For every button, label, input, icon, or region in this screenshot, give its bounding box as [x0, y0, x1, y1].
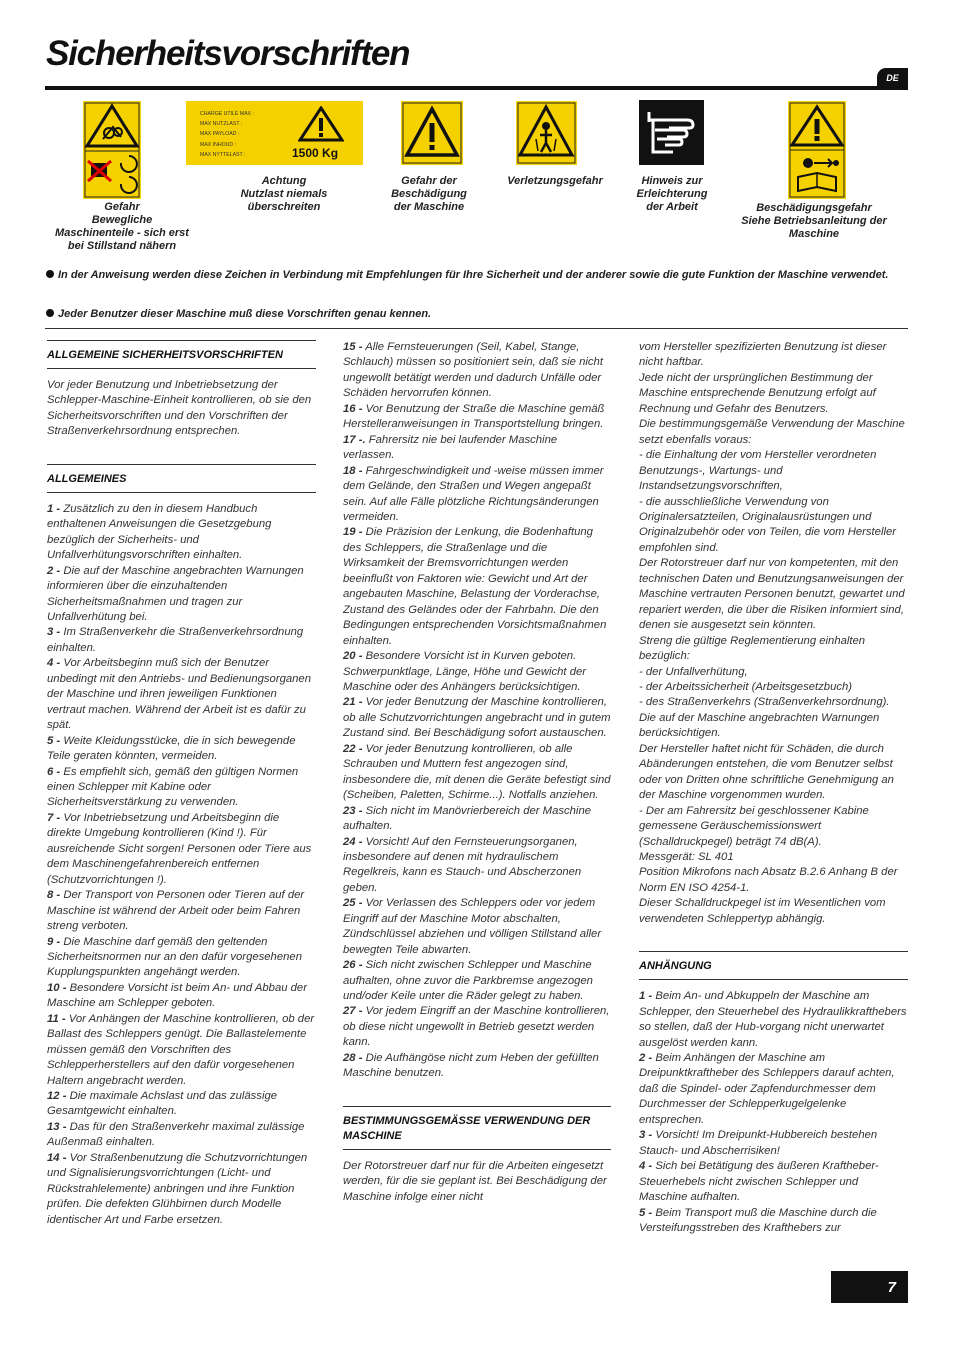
- list-item: [639, 1128, 908, 1159]
- item-text: Es empfiehlt sich, gemäß den gültigen Normen einen Schlepper mit Kabine oder Sicherheitsverstärkung zu verwenden.: [47, 765, 299, 809]
- page-title: Sicherheitsvorschriften: [46, 34, 410, 73]
- list-item: [639, 1051, 908, 1128]
- intro-bullet-2: Jeder Benutzer dieser Maschine muß diese Vorschriften genau kennen.: [46, 308, 896, 321]
- item-text: Besondere Vorsicht ist in Kurven geboten. Schwerpunktlage, Länge, Höhe und Gewicht der Maschine oder des Anhängers berücksichtigen.: [343, 650, 587, 693]
- list-item: [47, 564, 316, 626]
- item-number: 19 -: [343, 526, 363, 539]
- injury-warning-sign: [516, 101, 577, 165]
- item-number: 8 -: [47, 889, 61, 902]
- section-title-general: ALLGEMEINES: [47, 464, 316, 493]
- item-text: Vor Inbetriebsetzung und Arbeitsbeginn die direkte Umgebung kontrollieren (Kind !). Für ausreichende Sicht sorgen! Personen oder Tiere aus dem Maschinengefahrenbereich entfernen (Schutzvorrichtungen !).: [47, 811, 312, 886]
- item-number: 12 -: [47, 1090, 67, 1103]
- item-number: 18 -: [343, 464, 363, 477]
- column-3: [639, 340, 908, 1236]
- item-number: 11 -: [47, 1012, 66, 1025]
- item-text: Fahrersitz nie bei laufender Maschine verlassen.: [343, 433, 558, 462]
- item-text: Vor Verlassen des Schleppers oder vor jedem Eingriff auf der Maschine Motor abschalten, Zündschlüssel abziehen und völligen Stillstand aller bewegten Teile abwarten.: [343, 897, 602, 956]
- section-title-general-safety: ALLGEMEINE SICHERHEITSVORSCHRIFTEN: [47, 340, 316, 369]
- item-text: Besondere Vorsicht ist beim An- und Abbau der Maschine am Schlepper geboten.: [47, 981, 307, 1010]
- payload-value: 1500 Kg: [292, 146, 339, 160]
- item-text: Vor jedem Eingriff an der Maschine kontrollieren, ob diese nicht ungewollt in Betrieb gesetzt werden kann.: [343, 1005, 610, 1049]
- paragraph: Dieser Schalldruckpegel ist im Wesentlichen vom verwendeten Schleppertyp abhängig.: [639, 897, 886, 925]
- paragraph: Jede nicht der ursprünglichen Bestimmung der Maschine entsprechende Benutzung erfolgt auf Rechnung und Gefahr des Benutzers.: [639, 371, 876, 415]
- item-text: Die Aufhängöse nicht zum Heben der gefüllten Maschine benutzen.: [343, 1051, 599, 1080]
- item-number: 17 -.: [343, 433, 366, 446]
- item-number: 1 -: [47, 502, 61, 515]
- item-text: Im Straßenverkehr die Straßenverkehrsordnung einhalten.: [47, 626, 304, 654]
- sign-caption-machine-damage: Gefahr der Beschädigung der Maschine: [391, 175, 467, 213]
- intended-use-text-continued: [639, 340, 908, 927]
- item-number: 26 -: [343, 959, 363, 972]
- language-tab: [877, 68, 908, 88]
- list-item: [47, 1151, 316, 1228]
- item-number: 5 -: [639, 1206, 653, 1219]
- column-1: [47, 340, 316, 1228]
- sign-caption-injury: Verletzungsgefahr: [507, 175, 603, 187]
- paragraph: - des Straßenverkehrs (Straßenverkehrsordnung).: [639, 696, 890, 709]
- paragraph: Die auf der Maschine angebrachten Warnungen berücksichtigen.: [639, 711, 880, 740]
- item-number: 25 -: [343, 897, 363, 910]
- paragraph: vom Hersteller spezifizierten Benutzung ist dieser nicht haftbar.: [639, 341, 887, 369]
- paragraph: Messgerät: SL 401: [639, 850, 734, 863]
- item-text: Vorsicht! Auf den Fernsteuerungsorganen, insbesondere auf denen mit hydraulischem Regelkreis, kann es Stauch- und Abscherzonen geben.: [343, 835, 582, 894]
- item-number: 10 -: [47, 981, 67, 994]
- paragraph: Der Hersteller haftet nicht für Schäden, die durch Abänderungen entstehen, die vom Benutzer selbst oder von Dritten ohne schriftliche Genehmigung an der Maschine vorgenommen wurden.: [639, 742, 894, 802]
- item-text: Der Transport von Personen oder Tieren auf der Maschine ist während der Arbeit oder beim Fahren streng verboten.: [47, 889, 305, 933]
- list-item: [343, 1004, 611, 1050]
- list-item: [47, 981, 316, 1012]
- item-text: Beim Transport muß die Maschine durch die Versteifungsstreben des Krafthebers zur: [639, 1206, 877, 1235]
- general-item-list-continued: [343, 340, 611, 1082]
- item-text: Alle Fernsteuerungen (Seil, Kabel, Stange, Schlauch) müssen so positioniert sein, daß sie nicht ungewollt betätigt werden und dadurch Unfälle oder Schäden hervorrufen können.: [343, 341, 603, 400]
- item-number: 4 -: [47, 657, 61, 670]
- item-text: Vor jeder Benutzung der Maschine kontrollieren, ob alle Schutzvorrichtungen angebracht und in gutem Zustand sind. Bei Beschädigung sofort austauschen.: [343, 696, 611, 740]
- item-number: 3 -: [47, 626, 61, 639]
- item-number: 2 -: [47, 564, 61, 577]
- paragraph: Position Mikrofons nach Absatz B.2.6 Anhang B der Norm EN ISO 4254-1.: [639, 866, 898, 894]
- payload-labels: CHARGE UTILE MAX : MAX NUTZLAST : MAX PAYLOAD : MAX INHOUD : MAX NYTTELAST :: [200, 111, 254, 158]
- list-item: [343, 896, 611, 958]
- general-safety-text: Vor jeder Benutzung und Inbetriebsetzung der Schlepper-Maschine-Einheit kontrollieren, ob sie den Sicherheitsvorschriften und den Vorschriften der Straßenverkehrsordnung entsprechen.: [47, 379, 312, 438]
- item-text: Die maximale Achslast und das zulässige Gesamtgewicht einhalten.: [47, 1090, 278, 1118]
- list-item: [47, 1089, 316, 1120]
- item-number: 1 -: [639, 990, 653, 1003]
- item-text: Sich nicht zwischen Schlepper und Maschine aufhalten, ohne zuvor die Parkbremse angezogen und/oder Keile unter die Räder gelegt zu haben.: [343, 959, 593, 1003]
- list-item: [47, 765, 316, 811]
- list-item: [47, 502, 316, 564]
- list-item: [639, 1206, 908, 1237]
- paragraph: Die bestimmungsgemäße Verwendung der Maschine setzt ebenfalls voraus:: [639, 418, 905, 446]
- page-number: 7: [831, 1271, 908, 1303]
- language-label: DE: [886, 73, 899, 83]
- item-text: Weite Kleidungsstücke, die in sich bewegende Teile geraten könnten, vermeiden.: [47, 734, 296, 763]
- item-text: Vor Arbeitsbeginn muß sich der Benutzer unbedingt mit den Antriebs- und Bedienungsorganen der Maschine und ihren jeweiligen Funktionen vertraut machen. Während der Arbeit ist es dafür zu spät.: [47, 657, 311, 732]
- paragraph: - die Einhaltung der vom Hersteller verordneten Benutzungs-, Wartungs- und Instandsetzungsvorschriften,: [639, 449, 877, 493]
- item-number: 9 -: [47, 935, 61, 948]
- paragraph: - die ausschließliche Verwendung von Originalersatzteilen, Originalausrüstungen und Originalzubehör oder von Teilen, die vom Hersteller empfohlen sind.: [639, 495, 897, 554]
- item-text: Vor Anhängen der Maschine kontrollieren, ob der Ballast des Schleppers genügt. Die Ballastelemente müssen gemäß den Vorschriften des Schlepperherstellers auf den dafür vorgesehenen Haltern angebracht werden.: [47, 1012, 315, 1087]
- list-item: [343, 464, 611, 526]
- item-text: Die auf der Maschine angebrachten Warnungen informieren über die einzuhaltenden Sicherheitsmaßnahmen und tragen zur Unfallverhütung bei.: [47, 564, 304, 623]
- list-item: [47, 625, 316, 656]
- item-text: Vor Benutzung der Straße die Maschine gemäß Herstelleranweisungen in Transportstellung bringen.: [343, 402, 605, 431]
- coupling-item-list: [639, 989, 908, 1236]
- list-item: [639, 989, 908, 1051]
- item-text: Vorsicht! Im Dreipunkt-Hubbereich bestehen Stauch- und Abscherrisiken!: [639, 1129, 878, 1157]
- item-text: Sich nicht im Manövrierbereich der Maschine aufhalten.: [343, 804, 592, 833]
- item-text: Die Präzision der Lenkung, die Bodenhaftung des Schleppers, die Straßenlage und die Wirksamkeit der Bremsvorrichtungen werden beeinflußt von Faktoren wie: Gewicht und Art der angebauten Maschine, Belastung der Vorderachse, Zustand des Geländes oder der Fahrbahn. Die den Bedingungen entsprechenden Vorsichtsmaßnahmen einhalten.: [343, 526, 607, 647]
- sign-caption-payload: Achtung Nutzlast niemals überschreiten: [240, 175, 328, 213]
- list-item: [343, 433, 611, 464]
- item-text: Die Maschine darf gemäß den geltenden Sicherheitsnormen nur an den dafür vorgesehenen Kupplungspunkten angehängt werden.: [47, 935, 302, 979]
- sign-caption-moving-parts: Gefahr Bewegliche Maschinenteile - sich erst bei Stillstand nähern: [55, 201, 189, 252]
- item-number: 5 -: [47, 734, 61, 747]
- moving-parts-warning-sign: [83, 101, 141, 199]
- list-item: [343, 649, 611, 695]
- list-item: [343, 1051, 611, 1082]
- item-text: Fahrgeschwindigkeit und -weise müssen immer dem Gelände, den Straßen und Wegen angepaßt sein. Auf alle Fälle plötzliche Richtungsänderungen vermeiden.: [343, 464, 604, 523]
- list-item: [343, 402, 611, 433]
- item-text: Das für den Straßenverkehr maximal zulässige Außenmaß einhalten.: [47, 1120, 305, 1149]
- list-item: [343, 525, 611, 649]
- item-number: 2 -: [639, 1052, 653, 1065]
- list-item: [343, 340, 611, 402]
- item-number: 15 -: [343, 341, 363, 353]
- item-number: 20 -: [343, 650, 363, 663]
- sign-caption-read-manual: Beschädigungsgefahr Siehe Betriebsanleitung der Maschine: [741, 202, 887, 240]
- item-text: Sich bei Betätigung des äußeren Kraftheber-Steuerhebels nicht zwischen Schlepper und Maschine aufhalten.: [639, 1160, 879, 1204]
- intro-separator: [45, 328, 908, 329]
- item-number: 27 -: [343, 1005, 363, 1018]
- column-2: [343, 340, 611, 1205]
- payload-warning-sign: [186, 101, 363, 165]
- bullet-dot: [46, 309, 54, 317]
- list-item: [343, 695, 611, 741]
- title-rule: [45, 86, 908, 90]
- item-number: 3 -: [639, 1129, 653, 1142]
- list-item: [343, 835, 611, 897]
- item-number: 23 -: [343, 804, 363, 817]
- item-text: Zusätzlich zu den in diesem Handbuch enthaltenen Anweisungen die Gesetzgebung bezüglich der Sicherheits- und Unfallverhütungsvorschriften einhalten.: [47, 502, 272, 562]
- list-item: [47, 811, 316, 888]
- item-number: 14 -: [47, 1151, 67, 1164]
- item-number: 4 -: [639, 1160, 653, 1173]
- intended-use-text: Der Rotorstreuer darf nur für die Arbeiten eingesetzt werden, für die sie geplant ist. Bei Beschädigung der Maschine infolge einer nicht: [343, 1159, 607, 1203]
- general-item-list: [47, 502, 316, 1228]
- item-number: 6 -: [47, 765, 61, 778]
- intro-bullet-1: In der Anweisung werden diese Zeichen in Verbindung mit Empfehlungen für Ihre Sicherheit und der anderer sowie die gute Funktion der Maschine verwendet.: [46, 269, 896, 282]
- item-text: Vor Straßenbenutzung die Schutzvorrichtungen und Signalisierungsvorrichtungen (Licht- und Rückstrahlelemente) anbringen und ihre Funktion prüfen. Die defekten Glühbirnen durch Modelle identischer Art und Farbe ersetzen.: [47, 1151, 308, 1226]
- list-item: [639, 1159, 908, 1205]
- item-number: 16 -: [343, 402, 363, 415]
- paragraph: - der Unfallverhütung,: [639, 665, 748, 678]
- section-title-intended-use: BESTIMMUNGSGEMÄSSE VERWENDUNG DER MASCHINE: [343, 1106, 611, 1150]
- sign-caption-work-hint: Hinweis zur Erleichterung der Arbeit: [636, 175, 708, 213]
- paragraph: - der Arbeitssicherheit (Arbeitsgesetzbuch): [639, 680, 853, 693]
- list-item: [47, 888, 316, 934]
- warning-triangle-icon: [298, 106, 344, 142]
- paragraph: Der Rotorstreuer darf nur von kompetenten, mit den technischen Daten und Benutzungsanweisungen der Maschine vertrauten Personen benutzt, gewartet und repariert werden, die über die Risiken informiert sind, denen sie ausgesetzt sein könnten.: [639, 557, 905, 632]
- item-number: 24 -: [343, 835, 363, 848]
- item-text: Beim Anhängen der Maschine am Dreipunktkraftheber des Schleppers darauf achten, daß die Spindel- oder Zapfendurchmesser dem Durchmesser der Schlepperkugelgelenke entsprechen.: [639, 1052, 895, 1126]
- machine-damage-warning-sign: [401, 101, 463, 165]
- list-item: [343, 958, 611, 1004]
- item-number: 13 -: [47, 1120, 67, 1133]
- item-number: 28 -: [343, 1051, 363, 1064]
- list-item: [47, 656, 316, 733]
- read-manual-warning-sign: [788, 101, 846, 199]
- item-number: 22 -: [343, 742, 363, 755]
- list-item: [47, 734, 316, 765]
- item-number: 21 -: [343, 696, 363, 709]
- item-text: Beim An- und Abkuppeln der Maschine am Schlepper, den Steuerhebel des Hydraulikkrafthebers so stellen, daß der Hub-vorgang nicht unerwartet ausgelöst werden kann.: [639, 990, 907, 1049]
- list-item: [47, 935, 316, 981]
- list-item: [47, 1012, 316, 1089]
- paragraph: Streng die gültige Reglementierung einhalten bezüglich:: [639, 634, 866, 663]
- section-title-coupling: ANHÄNGUNG: [639, 951, 908, 980]
- item-number: 7 -: [47, 811, 61, 824]
- list-item: [343, 742, 611, 804]
- item-text: Vor jeder Benutzung kontrollieren, ob alle Schrauben und Muttern fest angezogen sind, insbesondere die, mit denen die Geräte befestigt sind (Scheiben, Paletten, Schirme...). Notfalls anziehen.: [343, 742, 611, 802]
- bullet-dot: [46, 270, 54, 278]
- list-item: [47, 1120, 316, 1151]
- list-item: [343, 804, 611, 835]
- work-hint-sign: [639, 100, 704, 165]
- paragraph: - Der am Fahrersitz bei geschlossener Kabine gemessene Geräuschemissionswert (Schalldruckpegel) beträgt 74 dB(A).: [639, 804, 869, 848]
